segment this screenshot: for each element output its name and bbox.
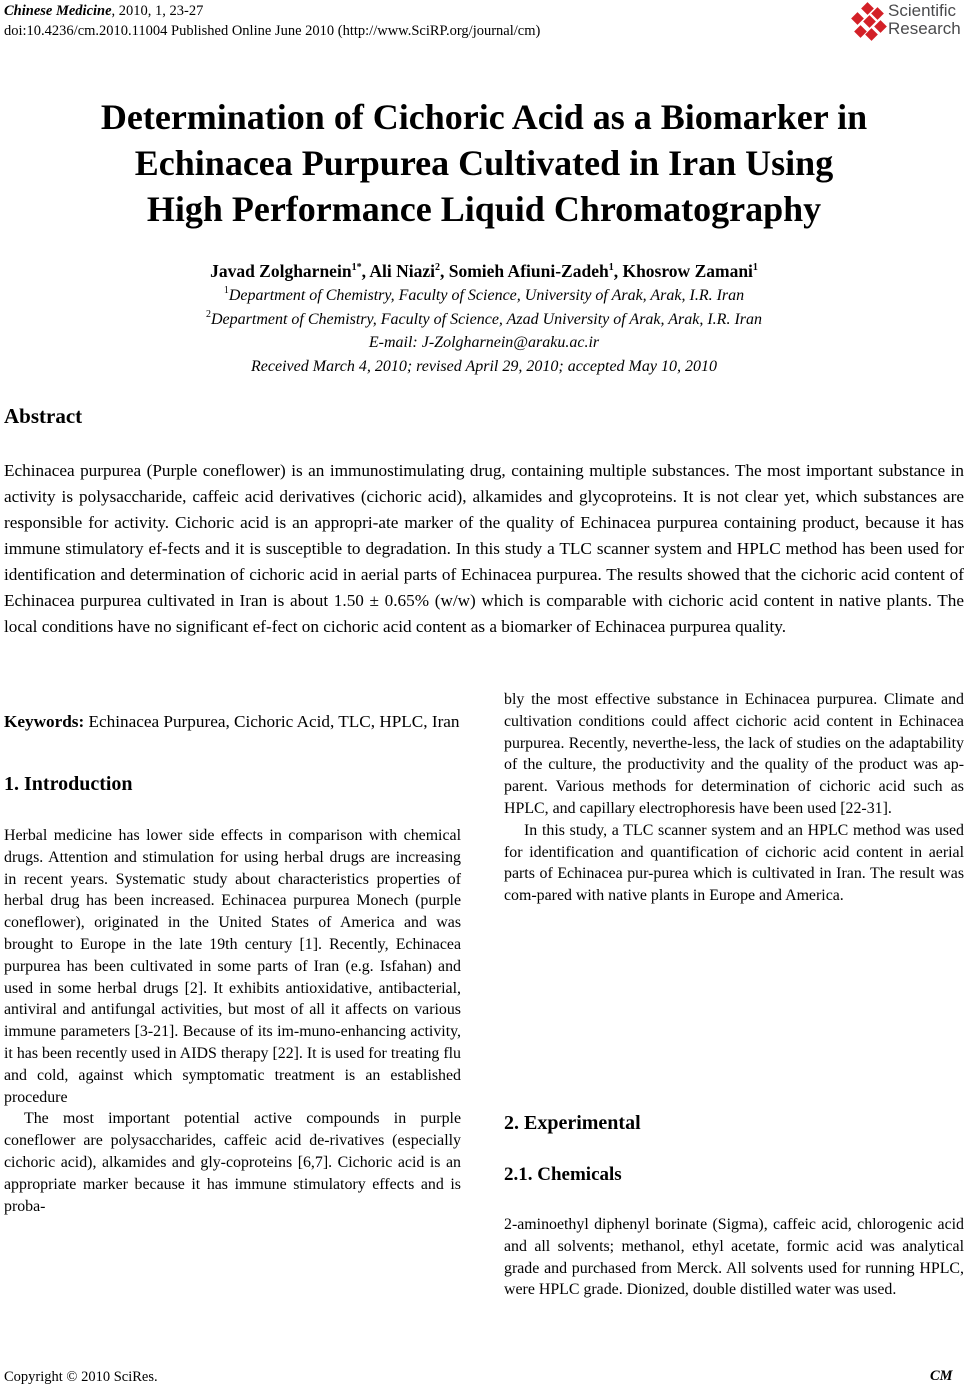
affiliation-1 bbox=[0, 286, 968, 306]
paragraph: The most important potential active compounds in purple coneflower are polysaccharides, caffeic acid de-rivatives (especially cichoric acid), alkamides and gly-coproteins [6,7]. Cichoric acid is an appropriate marker because it has immune stimulatory effects and is proba- bbox=[4, 1110, 461, 1215]
title-line: High Performance Liquid Chromatography bbox=[146, 189, 822, 229]
contact-email bbox=[0, 333, 968, 353]
doi-line: doi:10.4236/cm.2010.11004 Published Online June 2010 (http://www.SciRP.org/journal/cm) bbox=[4, 23, 541, 39]
copyright-notice: Copyright © 2010 SciRes. bbox=[4, 1369, 158, 1385]
paper-title bbox=[0, 94, 968, 232]
paragraph: 2-aminoethyl diphenyl borinate (Sigma), caffeic acid, chlorogenic acid and all solvents; methanol, ethyl acetate, formic acid was analytical grade and purchased from Merck. All solvents used for running HPLC, were HPLC grade. Dionized, double distilled water was used. bbox=[504, 1216, 964, 1299]
title-line: Echinacea Purpurea Cultivated in Iran Using bbox=[134, 143, 834, 183]
journal-abbreviation: CM bbox=[930, 1368, 953, 1384]
paragraph: Herbal medicine has lower side effects in comparison with chemical drugs. Attention and stimulation for using herbal drugs are increasing in recent years. Systematic study about characteristics properties of herbal drug has been increased. Echinacea purpurea Monech (purple coneflower), originated in the United States of America and was brought to Europe in the late 19th century [1]. Recently, Echinacea purpurea has been cultivated in some parts of Iran (e.g. Isfahan) and used in some herbal drugs [2]. It exhibits antioxidative, antibacterial, antiviral and antifungal activities, but most of all it affects on various immune parameters [3-21]. Because of its im-muno-enhancing activity, it has been recently used in AIDS therapy [22]. It is used for treating flu and cold, against which symptomatic treatment is an established procedure bbox=[4, 827, 461, 1106]
logo-line-1: Scientific bbox=[888, 1, 957, 20]
email-text: E-mail: J-Zolgharnein@araku.ac.ir bbox=[368, 334, 600, 351]
affiliation-text: Department of Chemistry, Faculty of Science, Azad University of Arak, Arak, I.R. Iran bbox=[210, 311, 762, 328]
received-text: Received March 4, 2010; revised April 29, 2010; accepted May 10, 2010 bbox=[251, 358, 717, 375]
section-heading-introduction: 1. Introduction bbox=[4, 773, 133, 795]
author-affiliation-marker: 1* bbox=[351, 262, 362, 273]
author-name: , Somieh Afiuni-Zadeh bbox=[439, 261, 609, 281]
abstract-text: Echinacea purpurea (Purple coneflower) is an immunostimulating drug, containing multiple substances. The most important substance in activity is polysaccharide, caffeic acid derivatives (cichoric acid), alkamides and glycoproteins. It is not clear yet, which substances are responsible for activity. Cichoric acid is an appropri-ate marker of the quality of Echinacea purpurea containing product, because it has immune stimulatory ef-fects and it is susceptible to degradation. In this study a TLC scanner system and HPLC method has been used for identification and determination of cichoric acid in aerial parts of Echinacea purpurea. The results showed that the cichoric acid content of Echinacea purpurea cultivated in Iran is about 1.50 ± 0.65% (w/w) which is comparable with cichoric acid content in native plants. The local conditions have no significant ef-fect on cichoric acid content as a biomarker of Echinacea purpurea quality. bbox=[4, 461, 964, 636]
journal-issue: , 2010, 1, 23-27 bbox=[111, 3, 204, 19]
author-list bbox=[0, 260, 968, 282]
keywords-text: Echinacea Purpurea, Cichoric Acid, TLC, HPLC, Iran bbox=[84, 712, 460, 731]
author-affiliation-marker: 2 bbox=[434, 262, 440, 273]
left-column bbox=[4, 825, 461, 1217]
section-heading-experimental: 2. Experimental bbox=[504, 1112, 641, 1134]
affiliation-2 bbox=[0, 310, 968, 330]
logo-text bbox=[888, 2, 961, 38]
affiliation-marker: 2 bbox=[205, 309, 211, 320]
author-affiliation-marker: 1 bbox=[752, 262, 758, 273]
journal-name: Chinese Medicine bbox=[4, 3, 112, 19]
affiliation-text: Department of Chemistry, Faculty of Science, University of Arak, Arak, I.R. Iran bbox=[228, 287, 745, 304]
right-column-bottom bbox=[504, 1214, 964, 1301]
publisher-logo bbox=[848, 2, 966, 42]
author-name: Javad Zolgharnein bbox=[210, 261, 352, 281]
paragraph: bly the most effective substance in Echinacea purpurea. Climate and cultivation conditions could affect cichoric acid content in Echinacea purpurea. Recently, neverthe-less, the lack of studies on the adaptability of the culture, the productivity and the quality of the product was ap-parent. Various methods for determination of cichoric acid such as HPLC, and capillary electrophoresis have been used [22-31]. bbox=[504, 691, 964, 817]
keywords-label: Keywords: bbox=[4, 712, 85, 731]
author-name: , Khosrow Zamani bbox=[613, 261, 753, 281]
received-dates bbox=[0, 357, 968, 377]
right-column-top bbox=[504, 689, 964, 907]
title-line: Determination of Cichoric Acid as a Biomarker in bbox=[100, 97, 868, 137]
author-name: , Ali Niazi bbox=[361, 261, 435, 281]
affiliation-marker: 1 bbox=[223, 285, 229, 296]
paragraph: In this study, a TLC scanner system and an HPLC method was used for identification and quantification of cichoric acid content in aerial parts of Echinacea pur-purea which is cultivated in Iran. The result was com-pared with native plants in Europe and America. bbox=[504, 821, 964, 905]
journal-citation bbox=[4, 3, 203, 20]
logo-line-2: Research bbox=[888, 19, 961, 38]
logo-mark-icon bbox=[848, 4, 888, 40]
keywords-line bbox=[4, 711, 460, 733]
author-affiliation-marker: 1 bbox=[608, 262, 614, 273]
abstract-heading: Abstract bbox=[4, 404, 83, 428]
subsection-heading-chemicals: 2.1. Chemicals bbox=[504, 1164, 622, 1185]
